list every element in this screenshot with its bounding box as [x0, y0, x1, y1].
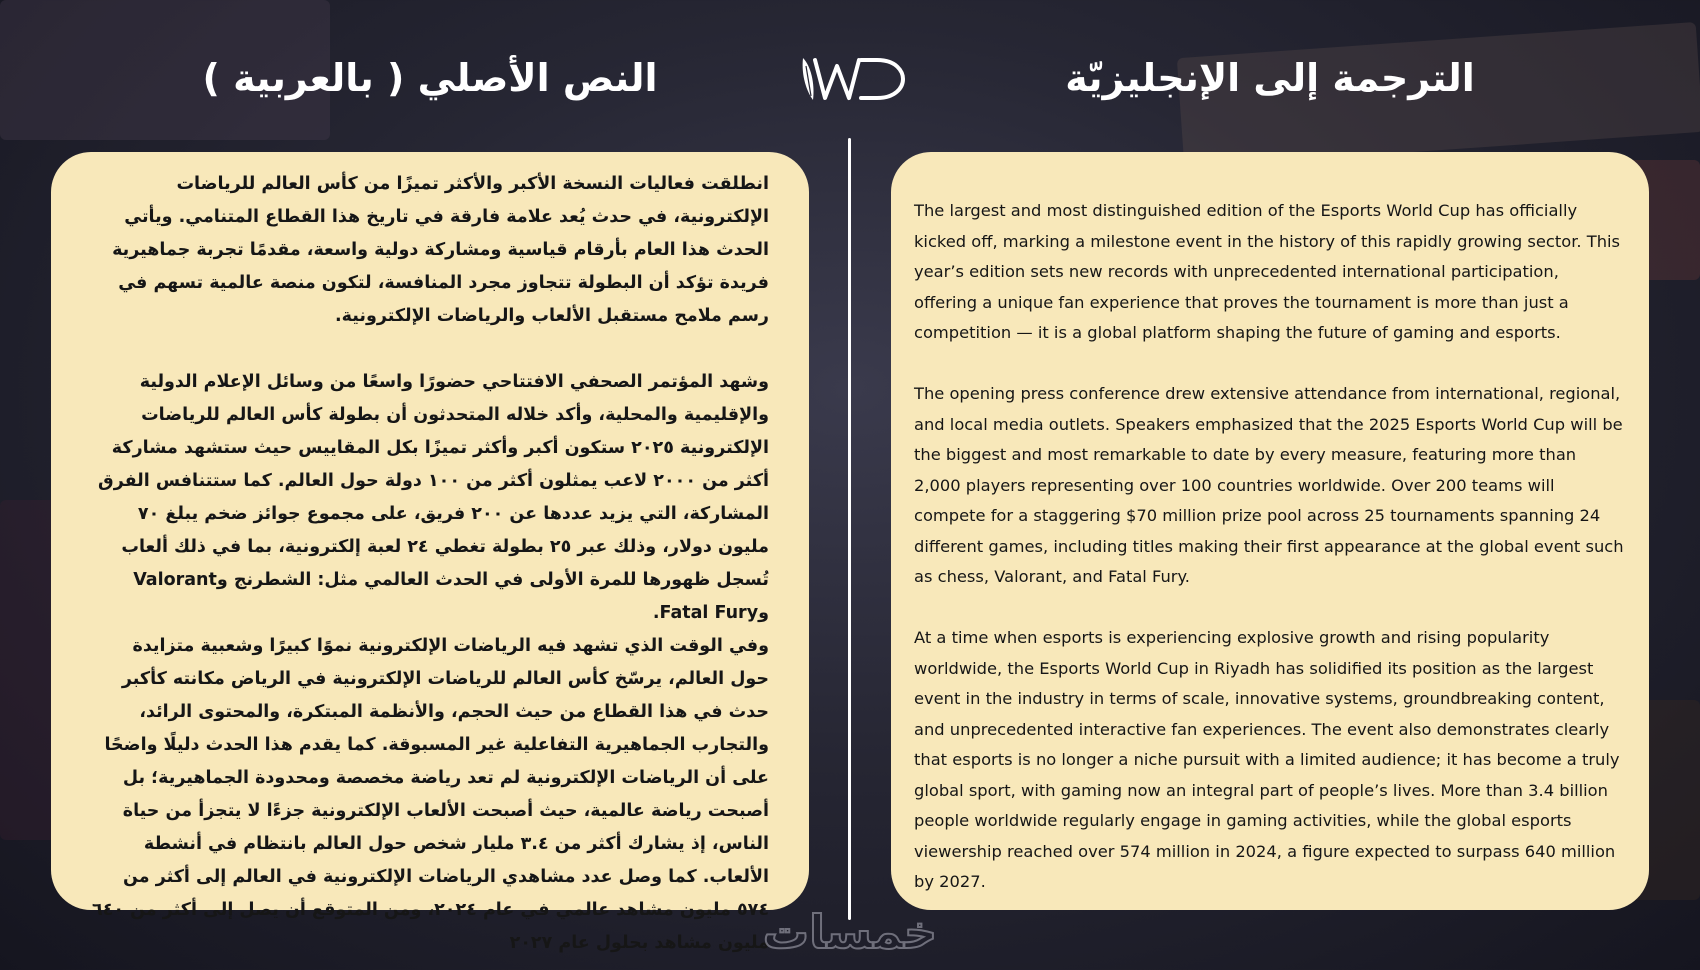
- english-text-body: [914, 196, 1627, 898]
- translation-heading: الترجمة إلى الإنجليزيّة: [1065, 56, 1475, 100]
- wd-quill-logo-icon: [795, 52, 907, 104]
- original-text-heading: النص الأصلي ( بالعربية ): [202, 56, 658, 100]
- arabic-text-card: [51, 152, 809, 953]
- english-paragraph: The largest and most distinguished edition of the Esports World Cup has officially kicked off, marking a milestone event in the history of this rapidly growing sector. This year’s edition sets new records with unprecedented international participation, offering a unique fan experience that proves the tournament is more than just a competition — it is a global platform shaping the future of gaming and esports.: [914, 201, 1621, 342]
- arabic-text-body: [91, 168, 769, 960]
- arabic-paragraph: وفي الوقت الذي تشهد فيه الرياضات الإلكترونية نموًا كبيرًا وشعبية متزايدة حول العالم، يرسّخ كأس العالم للرياضات الإلكترونية في الرياض مكانته كأكبر حدث في هذا القطاع من حيث الحجم، والأنظمة المبتكرة، والمحتوى الرائد، والتجارب الجماهيرية التفاعلية غير المسبوقة. كما يقدم هذا الحدث دليلًا واضحًا على أن الرياضات الإلكترونية لم تعد رياضة مخصصة ومحدودة الجماهيرية؛ بل أصبحت رياضة عالمية، حيث أصبحت الألعاب الإلكترونية جزءًا لا يتجزأ من حياة الناس، إذ يشارك أكثر من ٣.٤ مليار شخص حول العالم بانتظام في أنشطة الألعاب. كما وصل عدد مشاهدي الرياضات الإلكترونية في العالم إلى أكثر من ٥٧٤ مليون مشاهد عالمي في عام ٢٠٢٤، ومن المتوقع أن يصل إلى أكثر من ٦٤٠ مليون مشاهد بحلول عام ٢٠٢٧: [91, 636, 769, 953]
- arabic-paragraph: انطلقت فعاليات النسخة الأكبر والأكثر تميزًا من كأس العالم للرياضات الإلكترونية، في حدث يُعد علامة فارقة في تاريخ هذا القطاع المتنامي. ويأتي الحدث هذا العام بأرقام قياسية ومشاركة دولية واسعة، مقدمًا تجربة جماهيرية فريدة تؤكد أن البطولة تتجاوز مجرد المنافسة، لتكون منصة عالمية تسهم في رسم ملامح مستقبل الألعاب والرياضات الإلكترونية.: [112, 174, 769, 326]
- watermark-text: خمسات: [762, 905, 938, 959]
- english-text-card: [891, 152, 1649, 910]
- english-paragraph: The opening press conference drew extensive attendance from international, regional, and local media outlets. Speakers emphasized that the 2025 Esports World Cup will be the biggest and most remarkable to date by every measure, featuring more than 2,000 players representing over 100 countries worldwide. Over 200 teams will compete for a staggering $70 million prize pool across 25 tournaments spanning 24 different games, including titles making their first appearance at the global event such as chess, Valorant, and Fatal Fury.: [914, 384, 1624, 586]
- center-divider: [848, 138, 851, 920]
- english-paragraph: At a time when esports is experiencing explosive growth and rising popularity worldwide, the Esports World Cup in Riyadh has solidified its position as the largest event in the industry in terms of scale, innovative systems, groundbreaking content, and unprecedented interactive fan experiences. The event also demonstrates clearly that esports is no longer a niche pursuit with a limited audience; it has become a truly global sport, with gaming now an integral part of people’s lives. More than 3.4 billion people worldwide regularly engage in gaming activities, while the global esports viewership reached over 574 million in 2024, a figure expected to surpass 640 million by 2027.: [914, 628, 1620, 891]
- arabic-paragraph: وشهد المؤتمر الصحفي الافتتاحي حضورًا واسعًا من وسائل الإعلام الدولية والإقليمية والمحلية، وأكد خلاله المتحدثون أن بطولة كأس العالم للرياضات الإلكترونية ٢٠٢٥ ستكون أكبر وأكثر تميزًا بكل المقاييس حيث ستشهد مشاركة أكثر من ٢٠٠٠ لاعب يمثلون أكثر من ١٠٠ دولة حول العالم. كما ستتنافس الفرق المشاركة، التي يزيد عددها عن ٢٠٠ فريق، على مجموع جوائز ضخم يبلغ ٧٠ مليون دولار، وذلك عبر ٢٥ بطولة تغطي ٢٤ لعبة إلكترونية، بما في ذلك ألعاب تُسجل ظهورها للمرة الأولى في الحدث العالمي مثل: الشطرنج وValorant وFatal Fury.: [98, 372, 769, 623]
- khamsat-watermark-logo: [740, 902, 960, 962]
